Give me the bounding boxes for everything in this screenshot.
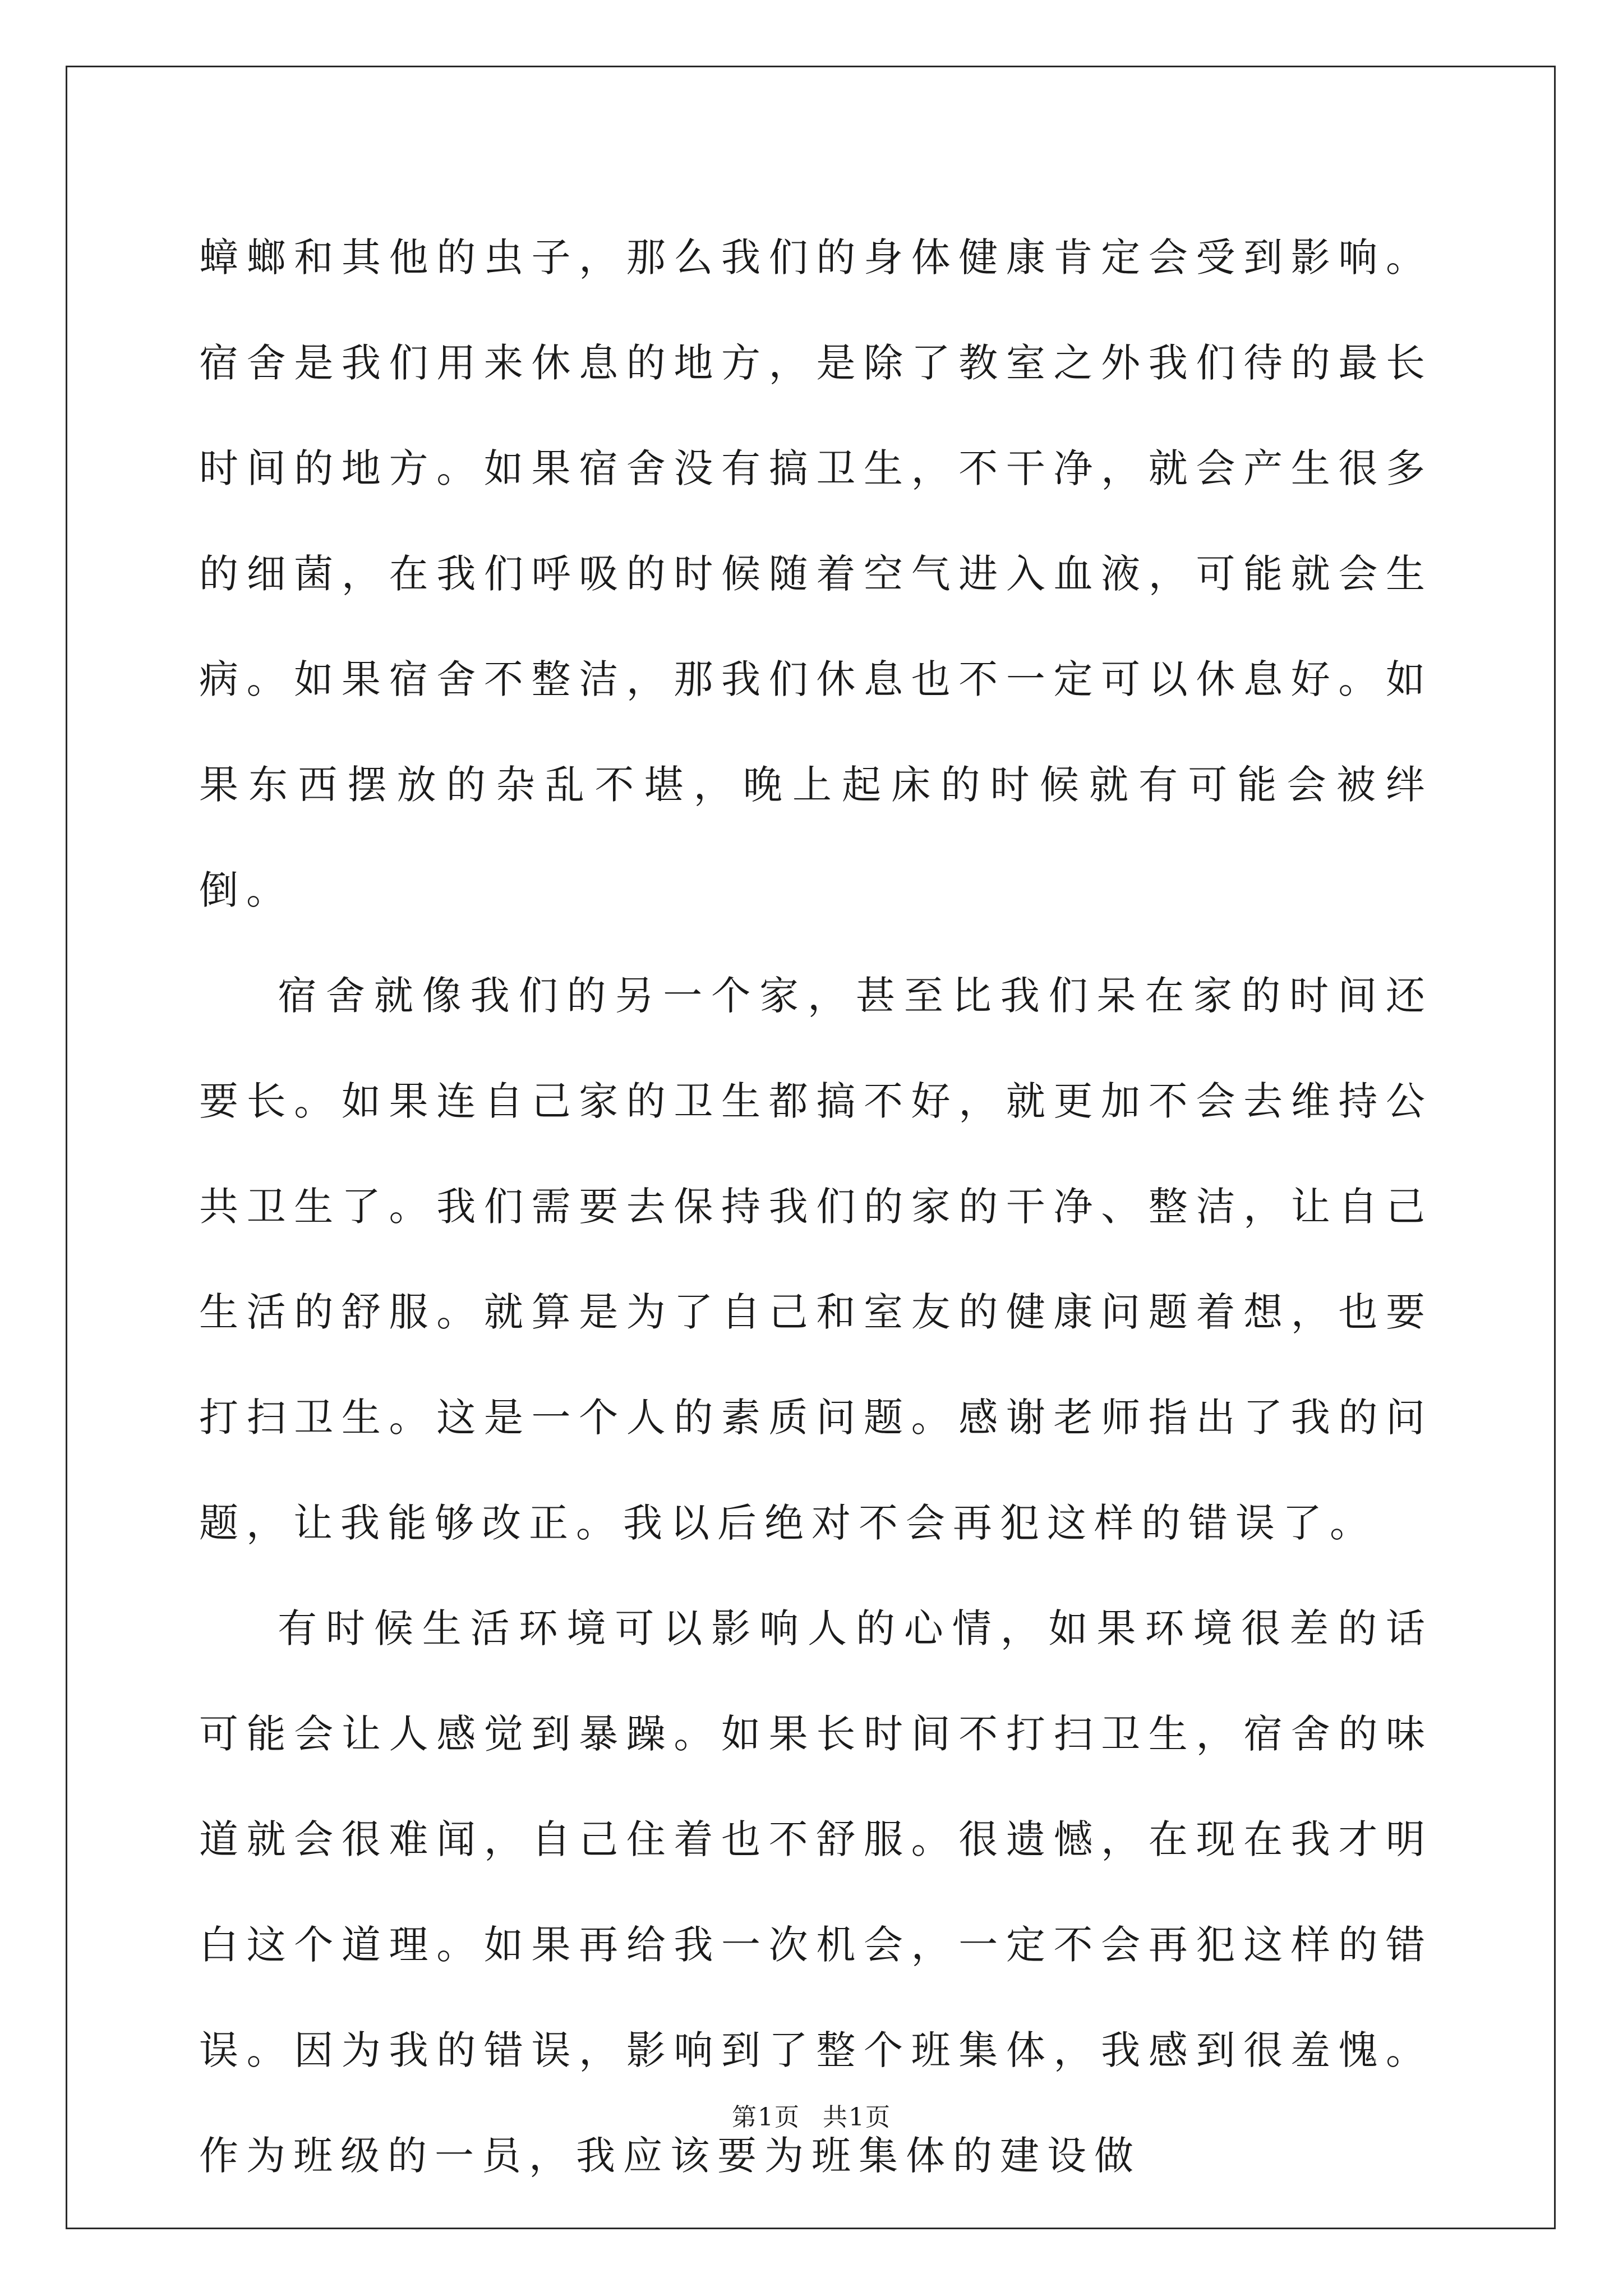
- page-footer: [0, 2101, 1623, 2134]
- page-number: 第1页: [732, 2103, 800, 2132]
- document-body: [199, 205, 1433, 2208]
- paragraph-1: 蟑螂和其他的虫子，那么我们的身体健康肯定会受到影响。宿舍是我们用来休息的地方，是除了教室之外我们待的最长时间的地方。如果宿舍没有搞卫生，不干净，就会产生很多的细菌，在我们呼吸的时候随着空气进入血液，可能就会生病。如果宿舍不整洁，那我们休息也不一定可以休息好。如果东西摆放的杂乱不堪，晚上起床的时候就有可能会被绊倒。: [199, 234, 1433, 913]
- page-total: 共1页: [823, 2103, 891, 2132]
- paragraph-2: 宿舍就像我们的另一个家，甚至比我们呆在家的时间还要长。如果连自己家的卫生都搞不好，就更加不会去维持公共卫生了。我们需要去保持我们的家的干净、整洁，让自己生活的舒服。就算是为了自己和室友的健康问题着想，也要打扫卫生。这是一个人的素质问题。感谢老师指出了我的问题，让我能够改正。我以后绝对不会再犯这样的错误了。: [199, 973, 1433, 1546]
- paragraph-3: 有时候生活环境可以影响人的心情，如果环境很差的话可能会让人感觉到暴躁。如果长时间不打扫卫生，宿舍的味道就会很难闻，自己住着也不舒服。很遗憾，在现在我才明白这个道理。如果再给我一次机会，一定不会再犯这样的错误。因为我的错误，影响到了整个班集体，我感到很羞愧。作为班级的一员，我应该要为班集体的建设做: [199, 1605, 1433, 2179]
